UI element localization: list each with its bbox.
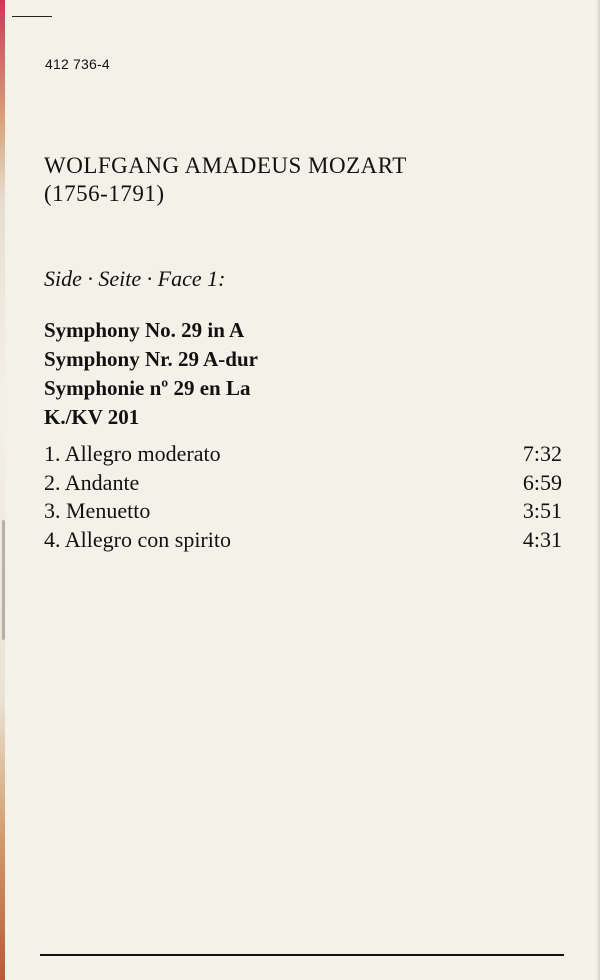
track-row — [44, 497, 562, 525]
case-clip-shadow — [2, 520, 5, 640]
track-row — [44, 440, 562, 468]
track-title: 4. Allegro con spirito — [44, 526, 231, 552]
track-row — [44, 469, 562, 497]
track-duration: 7:32 — [522, 441, 562, 466]
composer-dates: (1756-1791) — [44, 181, 165, 206]
track-duration: 3:51 — [522, 498, 562, 523]
card-right-edge — [596, 0, 600, 980]
track-title: 1. Allegro moderato — [44, 441, 221, 466]
track-title: 3. Menuetto — [44, 498, 151, 523]
work-title-block — [44, 316, 258, 432]
work-catalogue-number: K./KV 201 — [44, 405, 140, 429]
catalog-number: 412 736-4 — [45, 56, 110, 72]
composer-block — [44, 152, 407, 208]
work-title-english: Symphony No. 29 in A — [44, 318, 245, 342]
track-duration: 6:59 — [522, 469, 562, 495]
track-duration: 4:31 — [522, 526, 562, 552]
track-row — [44, 526, 562, 554]
card-left-edge — [0, 0, 5, 980]
side-heading: Side · Seite · Face 1: — [44, 266, 226, 291]
composer-name: WOLFGANG AMADEUS MOZART — [44, 153, 407, 178]
work-title-german: Symphony Nr. 29 A-dur — [44, 347, 258, 371]
track-list — [44, 440, 562, 554]
track-title: 2. Andante — [44, 469, 140, 495]
work-title-french: Symphonie nº 29 en La — [44, 376, 251, 400]
fold-mark — [12, 16, 52, 17]
bottom-rule — [40, 954, 564, 956]
